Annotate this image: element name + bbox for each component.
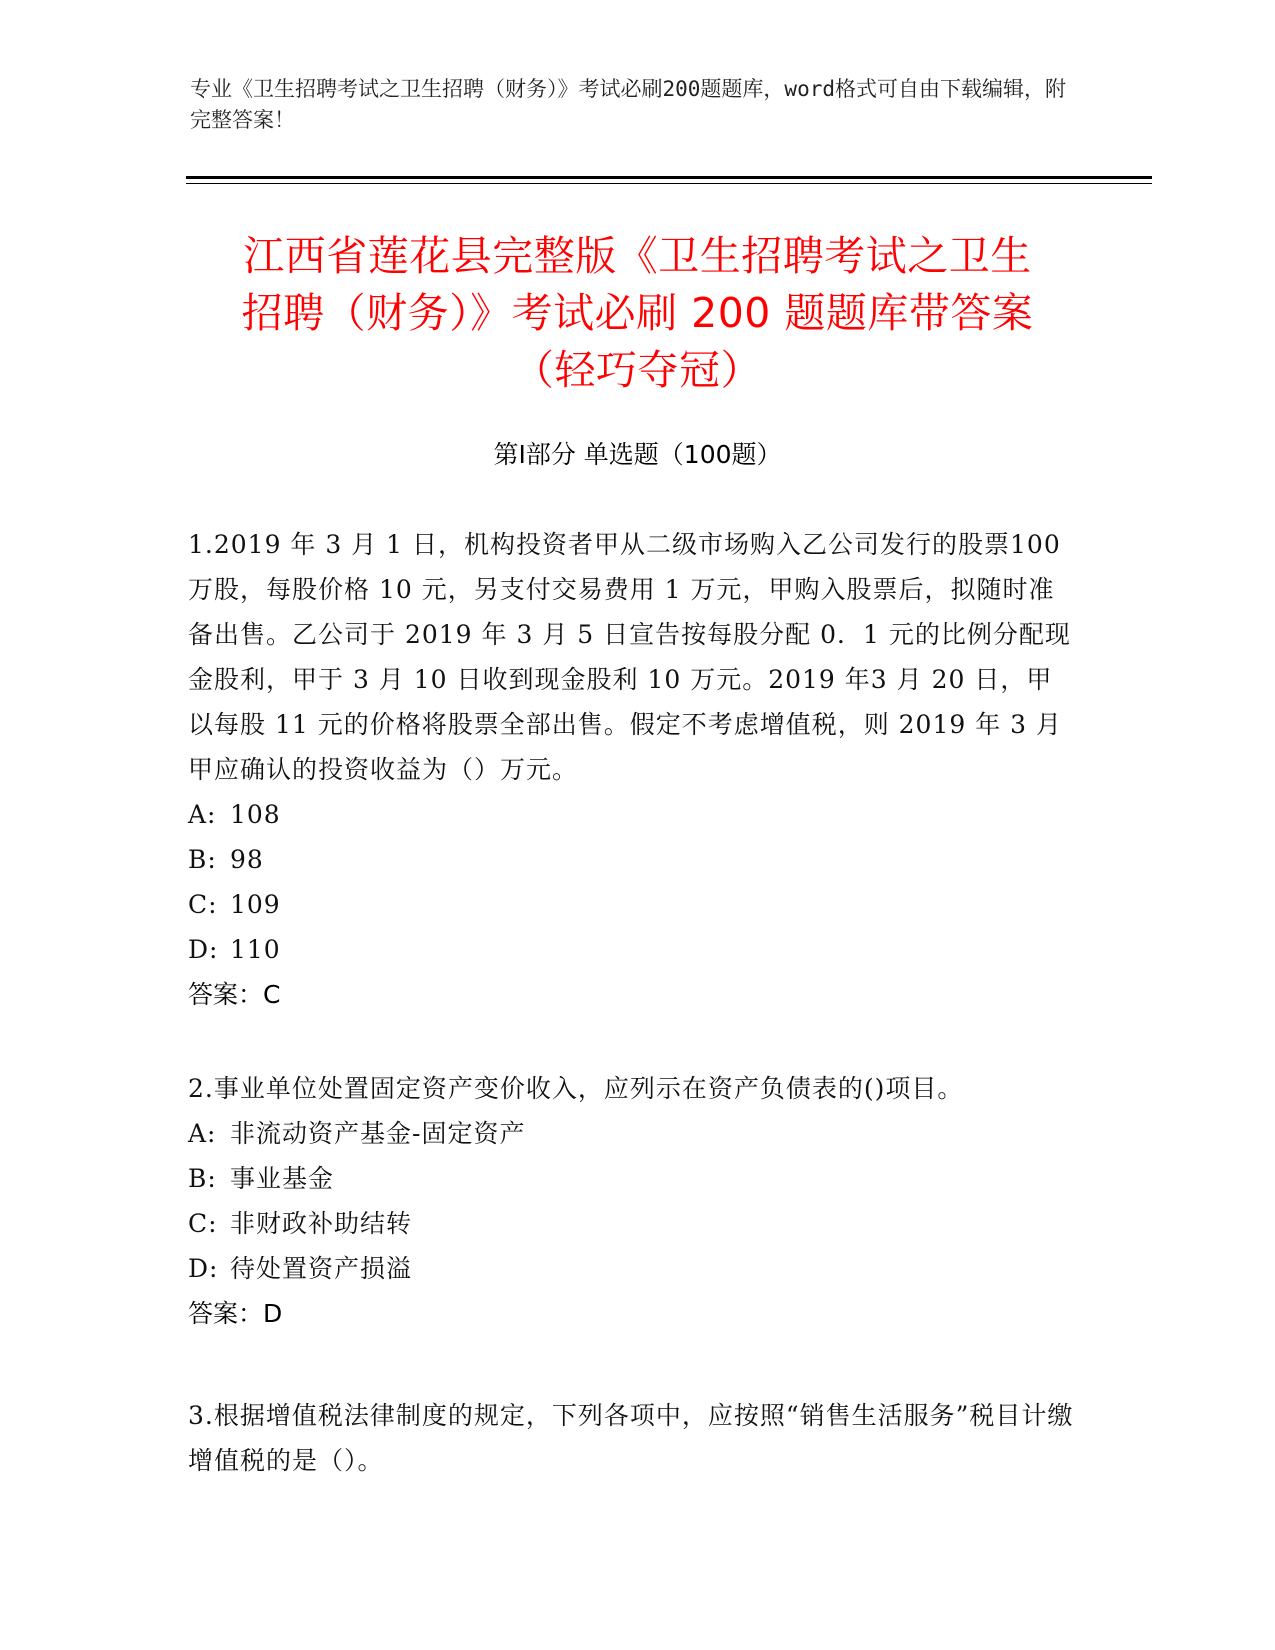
question-3: [188, 1393, 1078, 1483]
question-1: [188, 522, 1078, 1017]
option-b: [188, 1156, 1078, 1201]
question-2: [188, 1066, 1078, 1336]
header-rule-thick: [186, 176, 1152, 179]
option-text: 110: [230, 935, 281, 964]
header-note: 专业《卫生招聘考试之卫生招聘（财务）》考试必刷200题题库，word格式可自由下载编辑，附完整答案！: [190, 77, 1066, 132]
title-line: （轻巧夺冠）: [513, 346, 762, 394]
question-stem: 3.根据增值税法律制度的规定，下列各项中，应按照“销售生活服务”税目计缴增值税的是（）。: [188, 1401, 1074, 1475]
option-b: [188, 837, 1078, 882]
option-text: 待处置资产损溢: [230, 1254, 413, 1283]
option-d: [188, 1246, 1078, 1291]
option-label: A:: [188, 1119, 217, 1148]
option-text: 109: [230, 890, 281, 919]
question-stem: 2.事业单位处置固定资产变价收入，应列示在资产负债表的()项目。: [188, 1074, 964, 1103]
option-text: 非财政补助结转: [230, 1209, 413, 1238]
title-line: 招聘（财务）》考试必刷 200 题题库带答案: [241, 289, 1034, 337]
header-rule-thin: [186, 183, 1152, 184]
option-label: D:: [188, 935, 219, 964]
question-stem: 1.2019 年 3 月 1 日，机构投资者甲从二级市场购入乙公司发行的股票100 万股，每股价格 10 元，另支付交易费用 1 万元，甲购入股票后，拟随时准备出售。乙公司于 2019 年 3 月 5 日宣告按每股分配 0．1 元的比例分配现金股利，甲于 3 月 10 日收到现金股利 10 万元。2019 年3 月 20 日，甲以每股 11 元的价格将股票全部出售。假定不考虑增值税，则 2019 年 3 月甲应确认的投资收益为（）万元。: [188, 530, 1071, 784]
option-label: B:: [188, 845, 217, 874]
option-d: [188, 927, 1078, 972]
option-label: C:: [188, 1209, 218, 1238]
option-label: C:: [188, 890, 218, 919]
option-a: [188, 792, 1078, 837]
option-text: 108: [230, 800, 281, 829]
option-label: A:: [188, 800, 217, 829]
title-line: 江西省莲花县完整版《卫生招聘考试之卫生: [243, 232, 1032, 280]
option-text: 非流动资产基金-固定资产: [230, 1119, 526, 1148]
document-title: [150, 228, 1125, 399]
answer: 答案：D: [188, 1299, 283, 1328]
answer: 答案：C: [188, 980, 281, 1009]
option-c: [188, 882, 1078, 927]
section-heading: 第Ⅰ部分 单选题（100题）: [493, 440, 782, 469]
option-a: [188, 1111, 1078, 1156]
option-text: 事业基金: [230, 1164, 335, 1193]
option-c: [188, 1201, 1078, 1246]
option-text: 98: [230, 845, 264, 874]
option-label: B:: [188, 1164, 217, 1193]
option-label: D:: [188, 1254, 219, 1283]
